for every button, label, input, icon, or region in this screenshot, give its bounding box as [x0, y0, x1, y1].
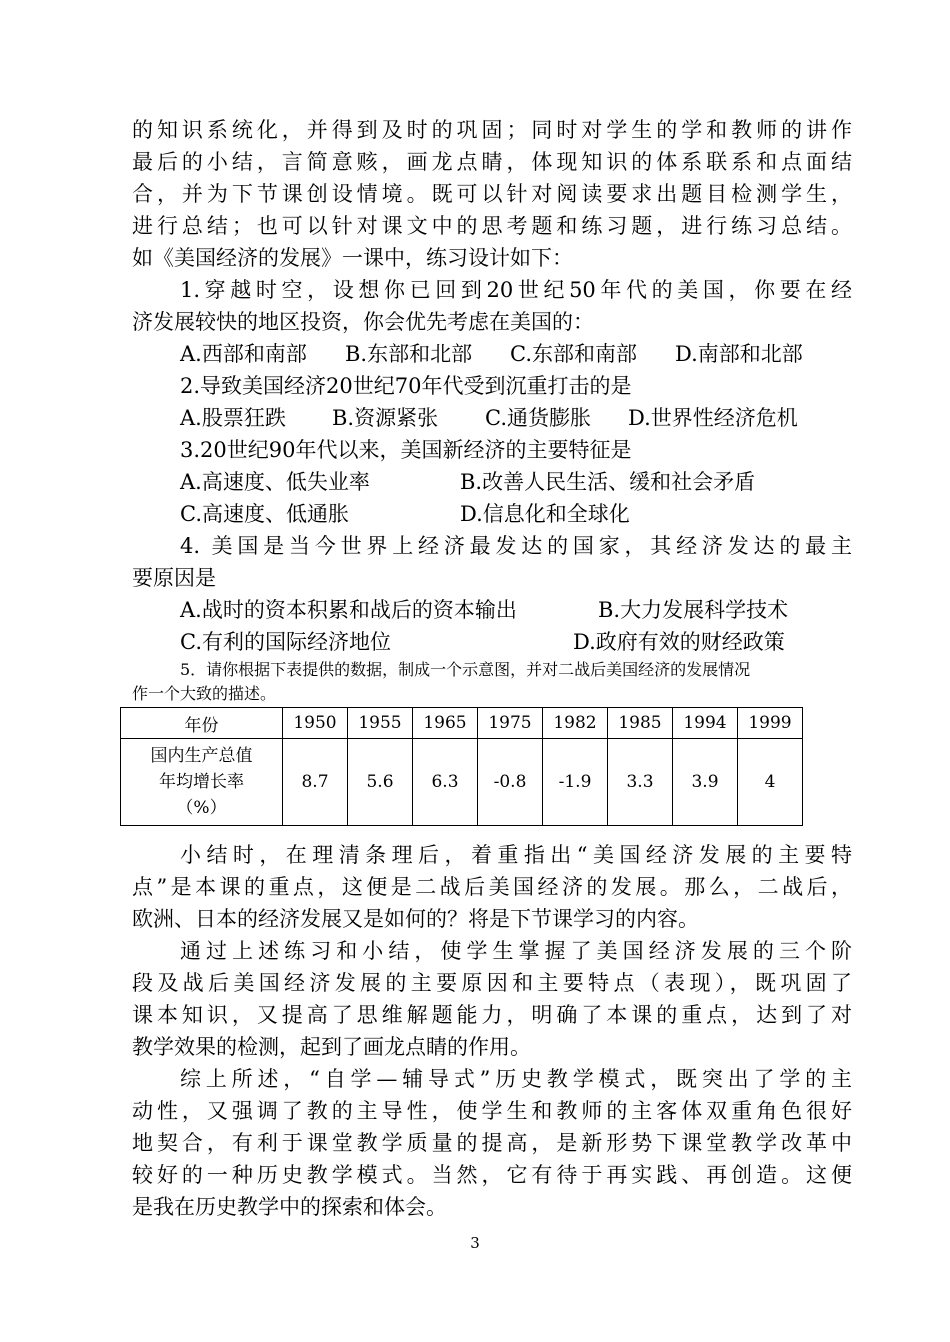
- table-cell-rate: 8.7: [283, 739, 348, 826]
- question-3-option-a: A.高速度、低失业率: [180, 470, 370, 494]
- table-cell-year: 1965: [413, 708, 478, 739]
- paragraph-line: 的知识系统化，并得到及时的巩固；同时对学生的学和教师的讲作: [132, 118, 852, 142]
- question-1-stem: 济发展较快的地区投资，你会优先考虑在美国的：: [132, 310, 594, 334]
- table-header-line: 年均增长率: [159, 772, 244, 792]
- question-1-option-c: C.东部和南部: [510, 342, 637, 366]
- question-2-option-a: A.股票狂跌: [180, 406, 286, 430]
- table-cell-year: 1985: [608, 708, 673, 739]
- paragraph-line: 段及战后美国经济发展的主要原因和主要特点（表现），既巩固了: [132, 971, 852, 995]
- paragraph-line: 进行总结；也可以针对课文中的思考题和练习题，进行练习总结。: [132, 214, 852, 238]
- question-4-stem: 要原因是: [132, 566, 216, 590]
- question-1-stem: 1.穿越时空，设想你已回到20世纪50年代的美国，你要在经: [180, 278, 852, 302]
- question-2-option-b: B.资源紧张: [332, 406, 439, 430]
- question-1-option-a: A.西部和南部: [180, 342, 307, 366]
- question-2-option-d: D.世界性经济危机: [628, 406, 798, 430]
- paragraph-line: 课本知识，又提高了思维解题能力，明确了本课的重点，达到了对: [132, 1003, 852, 1027]
- table-row: [121, 708, 803, 739]
- paragraph-line: 综上所述，“自学—辅导式”历史教学模式，既突出了学的主: [180, 1067, 852, 1091]
- table-cell-rate: 3.3: [608, 739, 673, 826]
- paragraph-line: 教学效果的检测，起到了画龙点睛的作用。: [132, 1035, 531, 1059]
- table-cell-year: 1950: [283, 708, 348, 739]
- page-number: 3: [470, 1234, 480, 1252]
- question-2-stem: 2.导致美国经济20世纪70年代受到沉重打击的是: [180, 374, 632, 398]
- question-4-option-b: B.大力发展科学技术: [598, 598, 789, 622]
- table-cell-year: 1955: [348, 708, 413, 739]
- table-cell-rate: -1.9: [543, 739, 608, 826]
- table-cell-year: 1999: [738, 708, 803, 739]
- table-row: [121, 739, 803, 826]
- paragraph-line: 欧洲、日本的经济发展又是如何的？将是下节课学习的内容。: [132, 907, 699, 931]
- paragraph-line: 动性，又强调了教的主导性，使学生和教师的主客体双重角色很好: [132, 1099, 852, 1123]
- question-3-option-d: D.信息化和全球化: [460, 502, 630, 526]
- question-3-option-c: C.高速度、低通胀: [180, 502, 349, 526]
- question-4-stem: 4. 美国是当今世界上经济最发达的国家，其经济发达的最主: [180, 534, 852, 558]
- table-header-line: 国内生产总值: [150, 746, 253, 766]
- question-3-stem: 3.20世纪90年代以来，美国新经济的主要特征是: [180, 438, 632, 462]
- paragraph-line: 较好的一种历史教学模式。当然，它有待于再实践、再创造。这便: [132, 1163, 852, 1187]
- paragraph-line: 通过上述练习和小结，使学生掌握了美国经济发展的三个阶: [180, 939, 852, 963]
- paragraph-line: 最后的小结，言简意赅，画龙点睛，体现知识的体系联系和点面结: [132, 150, 852, 174]
- question-4-option-c: C.有利的国际经济地位: [180, 630, 391, 654]
- table-cell-rate: -0.8: [478, 739, 543, 826]
- question-1-option-b: B.东部和北部: [345, 342, 473, 366]
- question-4-option-d: D.政府有效的财经政策: [573, 630, 785, 654]
- paragraph-line: 点”是本课的重点，这便是二战后美国经济的发展。那么，二战后，: [132, 875, 852, 899]
- question-2-option-c: C.通货膨胀: [485, 406, 591, 430]
- question-3-option-b: B.改善人民生活、缓和社会矛盾: [460, 470, 756, 494]
- table-cell-rate: 4: [738, 739, 803, 826]
- table-header-year: 年份: [121, 708, 283, 739]
- table-cell-year: 1975: [478, 708, 543, 739]
- table-cell-rate: 5.6: [348, 739, 413, 826]
- paragraph-line: 地契合，有利于课堂教学质量的提高，是新形势下课堂教学改革中: [132, 1131, 852, 1155]
- question-5-stem: 5．请你根据下表提供的数据，制成一个示意图，并对二战后美国经济的发展情况: [180, 660, 751, 679]
- table-cell-year: 1994: [673, 708, 738, 739]
- paragraph-line: 合，并为下节课创设情境。既可以针对阅读要求出题目检测学生，: [132, 182, 852, 206]
- paragraph-line: 小结时，在理清条理后，着重指出“美国经济发展的主要特: [180, 843, 852, 867]
- gdp-growth-table: [120, 707, 803, 826]
- question-1-option-d: D.南部和北部: [675, 342, 803, 366]
- question-4-option-a: A.战时的资本积累和战后的资本输出: [180, 598, 517, 622]
- table-cell-rate: 6.3: [413, 739, 478, 826]
- table-cell-rate: 3.9: [673, 739, 738, 826]
- table-header-line: （%）: [176, 798, 227, 818]
- paragraph-line: 如《美国经济的发展》一课中，练习设计如下：: [132, 246, 573, 270]
- table-header-growth-rate: [121, 739, 283, 826]
- table-cell-year: 1982: [543, 708, 608, 739]
- question-5-stem: 作一个大致的描述。: [132, 684, 277, 703]
- paragraph-line: 是我在历史教学中的探索和体会。: [132, 1195, 447, 1219]
